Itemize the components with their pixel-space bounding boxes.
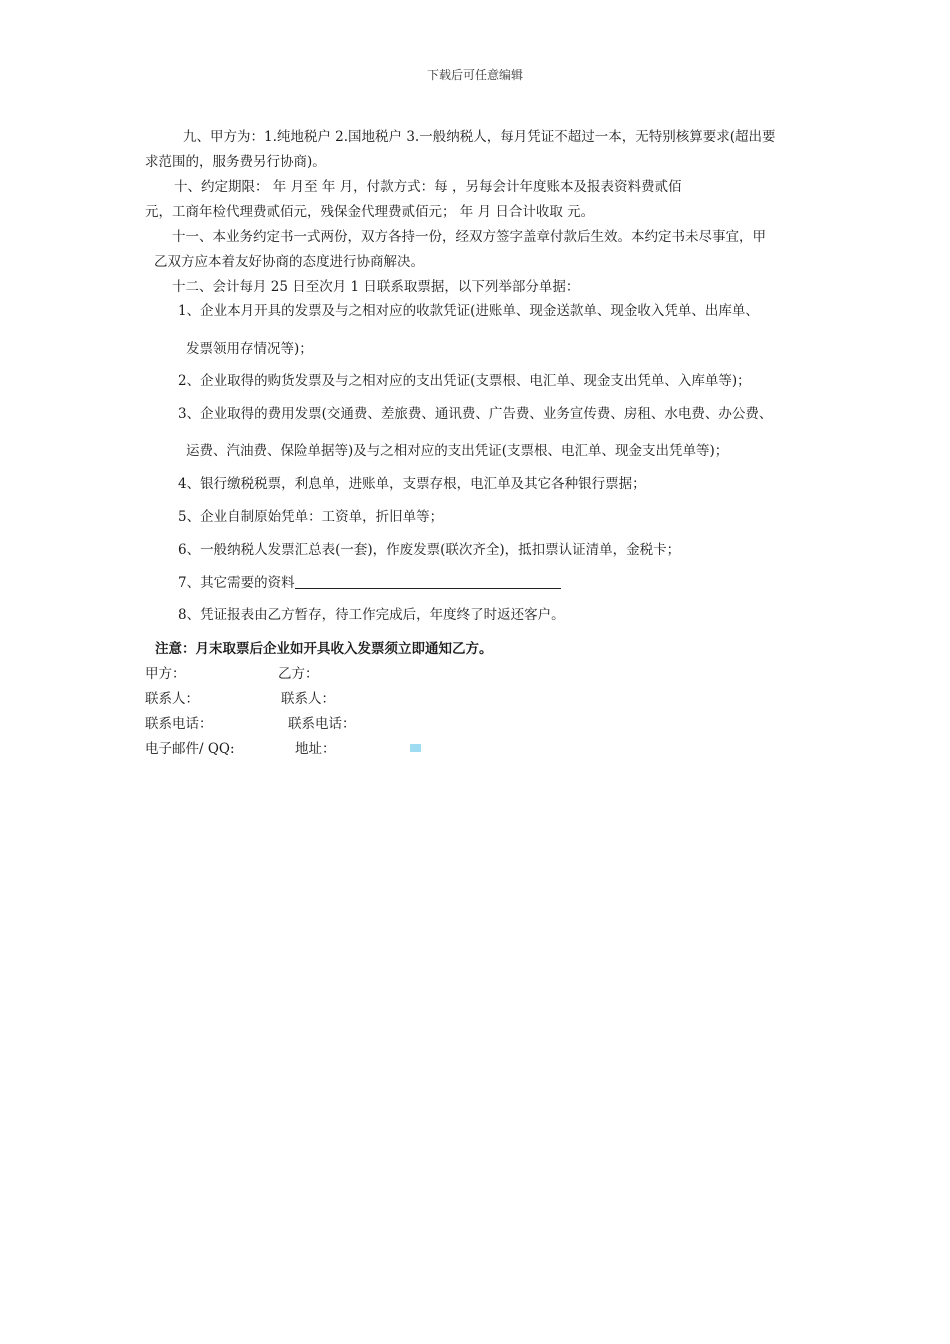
clause-nine-line-1: 九、甲方为：1.纯地税户 2.国地税户 3.一般纳税人，每月凭证不超过一本，无特别核算要求(超出要 bbox=[183, 129, 776, 145]
clause-eleven-line-2: 乙双方应本着友好协商的态度进行协商解决。 bbox=[154, 254, 424, 270]
clause-twelve: 十二、会计每月 25 日至次月 1 日联系取票据，以下列举部分单据： bbox=[172, 279, 580, 295]
party-a-phone-label: 联系电话： bbox=[145, 716, 213, 732]
clause-ten-line-2: 元，工商年检代理费贰佰元，残保金代理费贰佰元； 年 月 日合计收取 元。 bbox=[145, 204, 595, 220]
list-item-7-label: 7、其它需要的资料 bbox=[178, 575, 295, 591]
list-item-8: 8、凭证报表由乙方暂存，待工作完成后，年度终了时返还客户。 bbox=[178, 607, 565, 623]
blank-fill-line bbox=[295, 574, 561, 589]
list-item-6: 6、一般纳税人发票汇总表(一套)，作废发票(联次齐全)，抵扣票认证清单，金税卡； bbox=[178, 542, 681, 558]
party-a-contact-label: 联系人： bbox=[145, 691, 199, 707]
list-item-1-line-2: 发票领用存情况等)； bbox=[186, 341, 313, 357]
party-b-address-label: 地址： bbox=[295, 741, 336, 757]
clause-ten-line-1: 十、约定期限： 年 月至 年 月，付款方式：每 ，另每会计年度账本及报表资料费贰佰 bbox=[174, 179, 682, 195]
party-b-phone-label: 联系电话： bbox=[288, 716, 356, 732]
list-item-4: 4、银行缴税税票，利息单，进账单，支票存根，电汇单及其它各种银行票据； bbox=[178, 476, 646, 492]
list-item-7 bbox=[178, 574, 561, 592]
notice-text: 注意：月末取票后企业如开具收入发票须立即通知乙方。 bbox=[155, 641, 493, 657]
list-item-3-line-1: 3、企业取得的费用发票(交通费、差旅费、通讯费、广告费、业务宣传费、房租、水电费、办公费、 bbox=[178, 406, 773, 422]
list-item-5: 5、企业自制原始凭单：工资单，折旧单等； bbox=[178, 509, 444, 525]
party-b-contact-label: 联系人： bbox=[281, 691, 335, 707]
party-a-email-label: 电子邮件/ QQ: bbox=[145, 741, 235, 757]
clause-eleven-line-1: 十一、本业务约定书一式两份，双方各持一份，经双方签字盖章付款后生效。本约定书未尽事宜，甲 bbox=[172, 229, 766, 245]
list-item-2: 2、企业取得的购货发票及与之相对应的支出凭证(支票根、电汇单、现金支出凭单、入库单等)； bbox=[178, 373, 751, 389]
list-item-3-line-2: 运费、汽油费、保险单据等)及与之相对应的支出凭证(支票根、电汇单、现金支出凭单等)； bbox=[186, 443, 729, 459]
clause-nine-line-2: 求范围的，服务费另行协商)。 bbox=[145, 154, 326, 170]
page-header-note: 下载后可任意编辑 bbox=[426, 68, 523, 82]
party-b-label: 乙方： bbox=[278, 666, 319, 682]
selection-marker bbox=[410, 744, 421, 752]
party-a-label: 甲方： bbox=[145, 666, 186, 682]
list-item-1-line-1: 1、企业本月开具的发票及与之相对应的收款凭证(进账单、现金送款单、现金收入凭单、出库单、 bbox=[178, 303, 759, 319]
